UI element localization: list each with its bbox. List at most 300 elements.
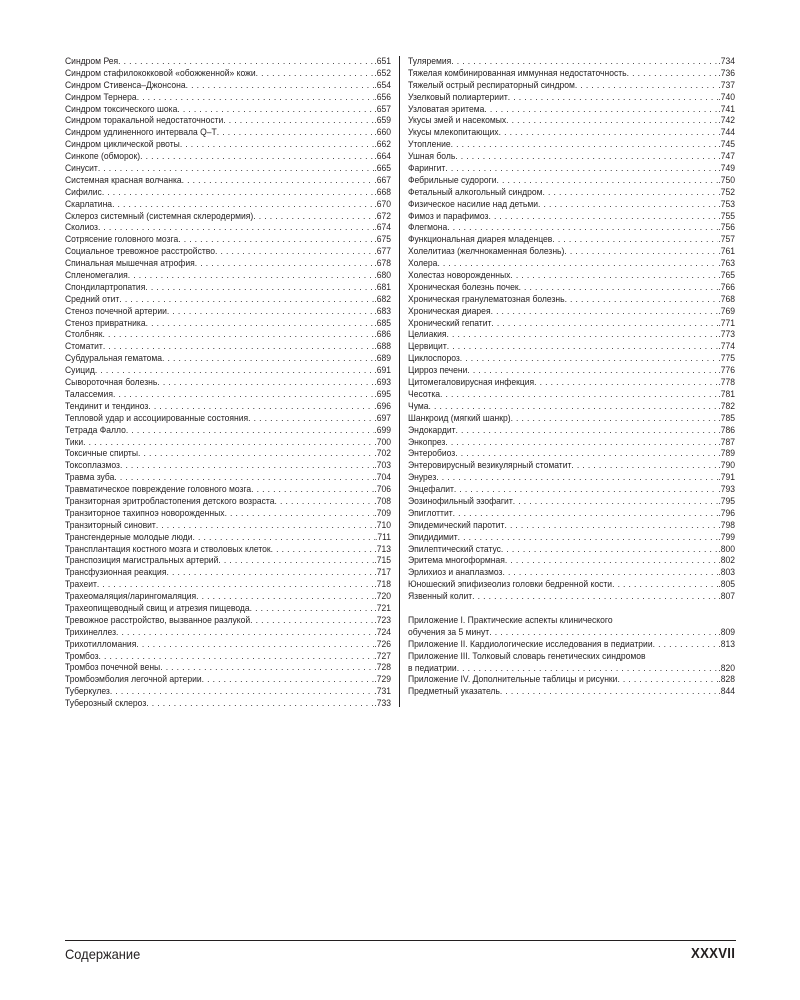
dot-leader xyxy=(253,211,374,223)
toc-entry[interactable] xyxy=(408,579,735,591)
dot-leader xyxy=(534,377,718,389)
dot-leader xyxy=(102,187,375,199)
toc-entry[interactable] xyxy=(65,68,391,80)
toc-entry[interactable] xyxy=(65,437,391,449)
toc-entry-title: Цирроз печени xyxy=(408,365,468,376)
toc-entry[interactable] xyxy=(408,306,735,318)
dot-leader xyxy=(274,496,374,508)
toc-entry-title: Энтеровирусный везикулярный стоматит xyxy=(408,460,572,471)
appendix-3-page: .820 xyxy=(718,662,736,673)
toc-entry[interactable] xyxy=(65,662,391,674)
toc-entry[interactable] xyxy=(65,698,391,710)
toc-entry-page: .769 xyxy=(718,305,736,316)
toc-entry[interactable] xyxy=(408,127,735,139)
toc-entry-page: .793 xyxy=(718,484,736,495)
dot-leader xyxy=(445,163,718,175)
toc-entry-page: .791 xyxy=(718,472,736,483)
dot-leader xyxy=(491,306,719,318)
dot-leader xyxy=(250,603,375,615)
toc-entry[interactable] xyxy=(65,104,391,116)
dot-leader xyxy=(488,211,718,223)
toc-entry[interactable] xyxy=(408,199,735,211)
toc-entry-title: Системная красная волчанка xyxy=(65,174,182,185)
appendix-2[interactable] xyxy=(408,639,735,651)
toc-entry[interactable] xyxy=(408,353,735,365)
toc-entry[interactable] xyxy=(408,329,735,341)
toc-entry[interactable] xyxy=(65,615,391,627)
dot-leader xyxy=(505,555,718,567)
dot-leader xyxy=(118,56,374,68)
dot-leader xyxy=(98,222,374,234)
dot-leader xyxy=(565,294,719,306)
dot-leader xyxy=(116,627,374,639)
toc-entry-title: Эозинофильный эзофагит xyxy=(408,495,513,506)
toc-entry-page: .654 xyxy=(374,79,392,90)
toc-entry-page: .711 xyxy=(374,531,392,542)
toc-entry-title: Эпилептический статус xyxy=(408,543,501,554)
dot-leader xyxy=(137,92,375,104)
dot-leader xyxy=(455,151,718,163)
dot-leader xyxy=(193,532,375,544)
toc-entry-page: .786 xyxy=(718,424,736,435)
toc-entry-title: Трансфузионная реакция xyxy=(65,567,167,578)
toc-entry[interactable] xyxy=(65,341,391,353)
toc-entry-title: Транспозиция магистральных артерий xyxy=(65,555,219,566)
toc-entry[interactable] xyxy=(408,544,735,556)
toc-entry[interactable] xyxy=(408,222,735,234)
toc-entry-title: Физическое насилие над детьми xyxy=(408,198,538,209)
toc-entry[interactable] xyxy=(408,92,735,104)
toc-entry-title: Столбняк xyxy=(65,329,103,340)
toc-entry[interactable] xyxy=(408,460,735,472)
subject-index-title: Предметный указатель xyxy=(408,686,500,697)
toc-entry[interactable] xyxy=(65,544,391,556)
toc-entry-page: .651 xyxy=(374,56,392,66)
toc-entry[interactable] xyxy=(408,472,735,484)
toc-entry-page: .752 xyxy=(718,186,736,197)
dot-leader xyxy=(217,127,375,139)
dot-leader xyxy=(156,520,375,532)
dot-leader xyxy=(447,222,718,234)
toc-entry-page: .799 xyxy=(718,531,736,542)
toc-entry[interactable] xyxy=(408,532,735,544)
dot-leader xyxy=(157,377,374,389)
dot-leader xyxy=(225,508,375,520)
toc-entry[interactable] xyxy=(408,437,735,449)
toc-entry-title: Фарингит xyxy=(408,163,446,174)
toc-entry-page: .778 xyxy=(718,377,736,388)
dot-leader xyxy=(256,68,375,80)
toc-entry-title: Трансплантация костного мозга и стволовых клеток xyxy=(65,543,271,554)
toc-entry[interactable] xyxy=(65,222,391,234)
toc-entry[interactable] xyxy=(408,211,735,223)
dot-leader xyxy=(83,437,374,449)
toc-entry-title: Транзиторная эритробластопения детского возраста xyxy=(65,495,275,506)
toc-entry[interactable] xyxy=(65,246,391,258)
toc-entry[interactable] xyxy=(408,567,735,579)
dot-leader xyxy=(113,389,374,401)
toc-entry[interactable] xyxy=(408,104,735,116)
toc-entry-page: .802 xyxy=(718,555,736,566)
toc-entry-page: .727 xyxy=(374,650,392,661)
toc-entry-page: .706 xyxy=(374,484,392,495)
toc-entry[interactable] xyxy=(65,460,391,472)
toc-entry-page: .800 xyxy=(718,543,736,554)
toc-entry[interactable] xyxy=(65,567,391,579)
toc-entry-title: Хроническая гранулематозная болезнь xyxy=(408,293,565,304)
toc-entry[interactable] xyxy=(408,496,735,508)
toc-entry[interactable] xyxy=(65,484,391,496)
toc-entry[interactable] xyxy=(65,234,391,246)
toc-entry[interactable] xyxy=(65,627,391,639)
toc-entry-title: Синдром Тернера xyxy=(65,91,137,102)
toc-entry[interactable] xyxy=(408,151,735,163)
toc-entry[interactable] xyxy=(65,187,391,199)
dot-leader xyxy=(182,175,375,187)
dot-leader xyxy=(491,318,718,330)
toc-entry-title: Туберкулез xyxy=(65,686,110,697)
toc-entry-page: .659 xyxy=(374,115,392,126)
toc-entry[interactable] xyxy=(65,92,391,104)
toc-entry-title: Суицид xyxy=(65,365,95,376)
toc-entry-page: .765 xyxy=(718,270,736,281)
toc-entry-page: .688 xyxy=(374,341,392,352)
toc-entry-page: .775 xyxy=(718,353,736,364)
dot-leader xyxy=(177,104,374,116)
toc-entry-page: .672 xyxy=(374,210,392,221)
column-divider xyxy=(399,56,400,707)
toc-entry-page: .750 xyxy=(718,174,736,185)
toc-entry[interactable] xyxy=(408,413,735,425)
toc-entry-page: .703 xyxy=(374,460,392,471)
dot-leader xyxy=(451,56,718,68)
toc-entries-right xyxy=(408,56,735,603)
toc-entry-title: Энцефалит xyxy=(408,484,454,495)
dot-leader xyxy=(500,686,718,698)
toc-entry-title: Синдром циклической рвоты xyxy=(65,139,180,150)
section-spacer xyxy=(408,603,735,615)
toc-entry-page: .656 xyxy=(374,91,392,102)
toc-entry[interactable] xyxy=(408,187,735,199)
toc-entry[interactable] xyxy=(408,56,735,68)
toc-entry[interactable] xyxy=(65,199,391,211)
toc-entry[interactable] xyxy=(65,401,391,413)
toc-entry[interactable] xyxy=(408,555,735,567)
toc-entry[interactable] xyxy=(408,401,735,413)
appendix-2-page: .813 xyxy=(718,638,736,649)
appendix-3-title-line1: Приложение III. Толковый словарь генетических синдромов xyxy=(408,650,646,661)
toc-entry-page: .807 xyxy=(718,591,736,602)
toc-entry[interactable] xyxy=(65,151,391,163)
toc-entry-page: .667 xyxy=(374,174,392,185)
toc-entry-page: .724 xyxy=(374,626,392,637)
toc-entry[interactable] xyxy=(408,425,735,437)
toc-entry-page: .734 xyxy=(718,56,736,66)
toc-entry-page: .704 xyxy=(374,472,392,483)
toc-entry[interactable] xyxy=(65,353,391,365)
toc-entry-page: .721 xyxy=(374,602,392,613)
toc-entry-title: Синусит xyxy=(65,163,98,174)
toc-entry-page: .683 xyxy=(374,305,392,316)
toc-entry[interactable] xyxy=(65,603,391,615)
toc-entry-page: .723 xyxy=(374,614,392,625)
toc-entry[interactable] xyxy=(65,425,391,437)
toc-entry[interactable] xyxy=(65,80,391,92)
toc-entry-title: Транзиторный синовит xyxy=(65,519,156,530)
toc-entry[interactable] xyxy=(65,258,391,270)
toc-entry[interactable] xyxy=(65,532,391,544)
toc-entry-page: .713 xyxy=(374,543,392,554)
toc-entry[interactable] xyxy=(408,508,735,520)
toc-entry-title: Тромбоз xyxy=(65,650,99,661)
toc-entry[interactable] xyxy=(408,591,735,603)
toc-entry[interactable] xyxy=(65,389,391,401)
dot-leader xyxy=(138,448,374,460)
toc-entry[interactable] xyxy=(65,496,391,508)
toc-entry-title: Юношеский эпифизеолиз головки бедренной кости xyxy=(408,579,613,590)
toc-entry-title: Спленомегалия xyxy=(65,270,128,281)
toc-entry-title: Трахеомаляция/ларингомаляция xyxy=(65,591,197,602)
toc-entry-title: Травматическое повреждение головного мозга xyxy=(65,484,252,495)
toc-entry[interactable] xyxy=(408,234,735,246)
toc-entry-page: .674 xyxy=(374,222,392,233)
toc-entry[interactable] xyxy=(65,139,391,151)
toc-entry-page: .708 xyxy=(374,495,392,506)
toc-entry[interactable] xyxy=(65,282,391,294)
toc-entry[interactable] xyxy=(65,329,391,341)
dot-leader xyxy=(162,353,374,365)
appendix-4-page: .828 xyxy=(718,674,736,685)
dot-leader xyxy=(502,567,718,579)
dot-leader xyxy=(437,258,718,270)
appendix-1-title-line1: Приложение I. Практические аспекты клинического xyxy=(408,614,613,625)
toc-entry-title: Склероз системный (системная склеродермия) xyxy=(65,210,254,221)
toc-entry[interactable] xyxy=(65,365,391,377)
dot-leader xyxy=(223,115,374,127)
toc-entry-page: .729 xyxy=(374,674,392,685)
toc-entry-page: .686 xyxy=(374,329,392,340)
toc-entry-title: Узловатая эритема xyxy=(408,103,485,114)
toc-entry-page: .749 xyxy=(718,163,736,174)
toc-entry[interactable] xyxy=(65,555,391,567)
toc-entry-page: .682 xyxy=(374,293,392,304)
toc-entry[interactable] xyxy=(65,294,391,306)
toc-entry-title: Трахеопищеводный свищ и атрезия пищевода xyxy=(65,602,250,613)
dot-leader xyxy=(447,341,719,353)
dot-leader xyxy=(136,639,374,651)
appendix-1[interactable] xyxy=(408,615,735,639)
toc-entry[interactable] xyxy=(408,258,735,270)
dot-leader xyxy=(571,460,718,472)
toc-entry[interactable] xyxy=(65,591,391,603)
toc-entry-title: Синкопе (обморок) xyxy=(65,151,141,162)
toc-entry-page: .718 xyxy=(374,579,392,590)
toc-entry[interactable] xyxy=(408,270,735,282)
toc-entry[interactable] xyxy=(65,520,391,532)
toc-entry[interactable] xyxy=(408,389,735,401)
toc-entry-title: Тики xyxy=(65,436,84,447)
toc-entry[interactable] xyxy=(65,472,391,484)
toc-entry[interactable] xyxy=(65,211,391,223)
toc-entry[interactable] xyxy=(65,306,391,318)
toc-entry-page: .662 xyxy=(374,139,392,150)
toc-entry-page: .773 xyxy=(718,329,736,340)
dot-leader xyxy=(501,544,718,556)
toc-entry[interactable] xyxy=(65,651,391,663)
toc-entry-title: Синдром торакальной недостаточности xyxy=(65,115,224,126)
toc-entry-page: .697 xyxy=(374,412,392,423)
toc-entry-page: .803 xyxy=(718,567,736,578)
toc-entry-page: .702 xyxy=(374,448,392,459)
dot-leader xyxy=(114,472,374,484)
toc-entry[interactable] xyxy=(65,127,391,139)
footer-page-number: XXXVII xyxy=(690,945,735,962)
toc-entry[interactable] xyxy=(408,341,735,353)
toc-entry[interactable] xyxy=(408,163,735,175)
toc-entry[interactable] xyxy=(65,175,391,187)
toc-entry-page: .695 xyxy=(374,388,392,399)
toc-entry-title: Тромбоэмболия легочной артерии xyxy=(65,674,202,685)
toc-entry[interactable] xyxy=(65,318,391,330)
toc-entry-page: .768 xyxy=(718,293,736,304)
dot-leader xyxy=(454,484,718,496)
toc-entry-title: Ушная боль xyxy=(408,151,456,162)
toc-entry[interactable] xyxy=(65,270,391,282)
toc-entry[interactable] xyxy=(65,163,391,175)
dot-leader xyxy=(506,115,718,127)
toc-entry[interactable] xyxy=(65,413,391,425)
appendix-4[interactable] xyxy=(408,674,735,686)
dot-leader xyxy=(429,401,719,413)
toc-entry-page: .699 xyxy=(374,424,392,435)
toc-entry[interactable] xyxy=(408,139,735,151)
toc-column-left xyxy=(65,56,391,710)
toc-entry-title: Функциональная диарея младенцев xyxy=(408,234,553,245)
toc-entry-title: Циклоспороз xyxy=(408,353,460,364)
toc-entry-title: Укусы млекопитающих xyxy=(408,127,499,138)
toc-entry-title: Субдуральная гематома xyxy=(65,353,163,364)
footer-rule xyxy=(65,940,736,941)
footer-section-label: Содержание xyxy=(65,946,141,962)
toc-entry[interactable] xyxy=(408,448,735,460)
toc-entry-title: Хронический гепатит xyxy=(408,317,492,328)
dot-leader xyxy=(248,413,374,425)
toc-entry[interactable] xyxy=(65,56,391,68)
toc-entry[interactable] xyxy=(65,377,391,389)
toc-entry-title: Укусы змей и насекомых xyxy=(408,115,507,126)
toc-entry-title: Флегмона xyxy=(408,222,448,233)
toc-entry-title: Спинальная мышечная атрофия xyxy=(65,258,195,269)
dot-leader xyxy=(436,472,718,484)
dot-leader xyxy=(504,520,718,532)
toc-column-right xyxy=(408,56,735,698)
toc-entry-page: .736 xyxy=(718,67,736,78)
toc-entry-page: .660 xyxy=(374,127,392,138)
dot-leader xyxy=(167,306,374,318)
toc-entry-title: Социальное тревожное расстройство xyxy=(65,246,215,257)
toc-entry-page: .709 xyxy=(374,507,392,518)
toc-entry-page: .774 xyxy=(718,341,736,352)
dot-leader xyxy=(148,401,374,413)
toc-entry[interactable] xyxy=(65,115,391,127)
toc-entry-title: Холелитиаз (желчнокаменная болезнь) xyxy=(408,246,565,257)
toc-entry-page: .782 xyxy=(718,400,736,411)
toc-entry[interactable] xyxy=(65,448,391,460)
toc-entry-title: Трихинеллез xyxy=(65,626,117,637)
toc-entry-page: .763 xyxy=(718,258,736,269)
dot-leader xyxy=(472,591,718,603)
toc-entry-page: .693 xyxy=(374,377,392,388)
toc-entry[interactable] xyxy=(408,294,735,306)
dot-leader xyxy=(166,567,374,579)
toc-entry[interactable] xyxy=(65,579,391,591)
toc-entry-title: Тромбоз почечной вены xyxy=(65,662,161,673)
toc-entry-title: Эритема многоформная xyxy=(408,555,505,566)
toc-entry-page: .670 xyxy=(374,198,392,209)
toc-entry-page: .696 xyxy=(374,400,392,411)
dot-leader xyxy=(110,686,375,698)
toc-entry[interactable] xyxy=(65,639,391,651)
dot-leader xyxy=(146,318,375,330)
toc-entry[interactable] xyxy=(408,68,735,80)
toc-entry-title: Чесотка xyxy=(408,388,441,399)
toc-entry[interactable] xyxy=(65,674,391,686)
toc-entry[interactable] xyxy=(408,484,735,496)
toc-entry[interactable] xyxy=(408,377,735,389)
toc-entry[interactable] xyxy=(408,318,735,330)
toc-entry-title: Сывороточная болезнь xyxy=(65,377,158,388)
toc-entry-title: Синдром Рея xyxy=(65,56,119,66)
toc-entry-page: .664 xyxy=(374,151,392,162)
toc-entry-page: .728 xyxy=(374,662,392,673)
dot-leader xyxy=(653,639,719,651)
toc-entry-title: Стеноз привратника xyxy=(65,317,146,328)
toc-entry[interactable] xyxy=(408,115,735,127)
toc-entry-page: .771 xyxy=(718,317,736,328)
dot-leader xyxy=(218,555,374,567)
dot-leader xyxy=(508,92,719,104)
toc-entry-page: .805 xyxy=(718,579,736,590)
dot-leader xyxy=(456,425,719,437)
toc-entry-page: .741 xyxy=(718,103,736,114)
dot-leader xyxy=(496,175,718,187)
toc-entry[interactable] xyxy=(408,282,735,294)
toc-entry[interactable] xyxy=(408,80,735,92)
toc-entry[interactable] xyxy=(408,175,735,187)
dot-leader xyxy=(202,674,375,686)
toc-entry-title: Тяжелая комбинированная иммунная недостаточность xyxy=(408,67,627,78)
dot-leader xyxy=(575,80,718,92)
dot-leader xyxy=(145,282,374,294)
dot-leader xyxy=(95,365,374,377)
toc-entry[interactable] xyxy=(65,686,391,698)
toc-entry[interactable] xyxy=(408,365,735,377)
toc-entry[interactable] xyxy=(408,520,735,532)
toc-entry-title: Холестаз новорожденных xyxy=(408,270,511,281)
toc-entry[interactable] xyxy=(408,246,735,258)
dot-leader xyxy=(612,579,718,591)
toc-entry-page: .657 xyxy=(374,103,392,114)
appendix-3[interactable] xyxy=(408,651,735,675)
toc-entry[interactable] xyxy=(65,508,391,520)
appendix-1-page: .809 xyxy=(718,626,736,637)
toc-entry-title: Синдром Стивенса–Джонсона xyxy=(65,79,186,90)
dot-leader xyxy=(457,663,719,675)
subject-index-entry[interactable] xyxy=(408,686,735,698)
dot-leader xyxy=(467,365,718,377)
toc-entry-page: .737 xyxy=(718,79,736,90)
toc-entry-title: Хроническая диарея xyxy=(408,305,491,316)
